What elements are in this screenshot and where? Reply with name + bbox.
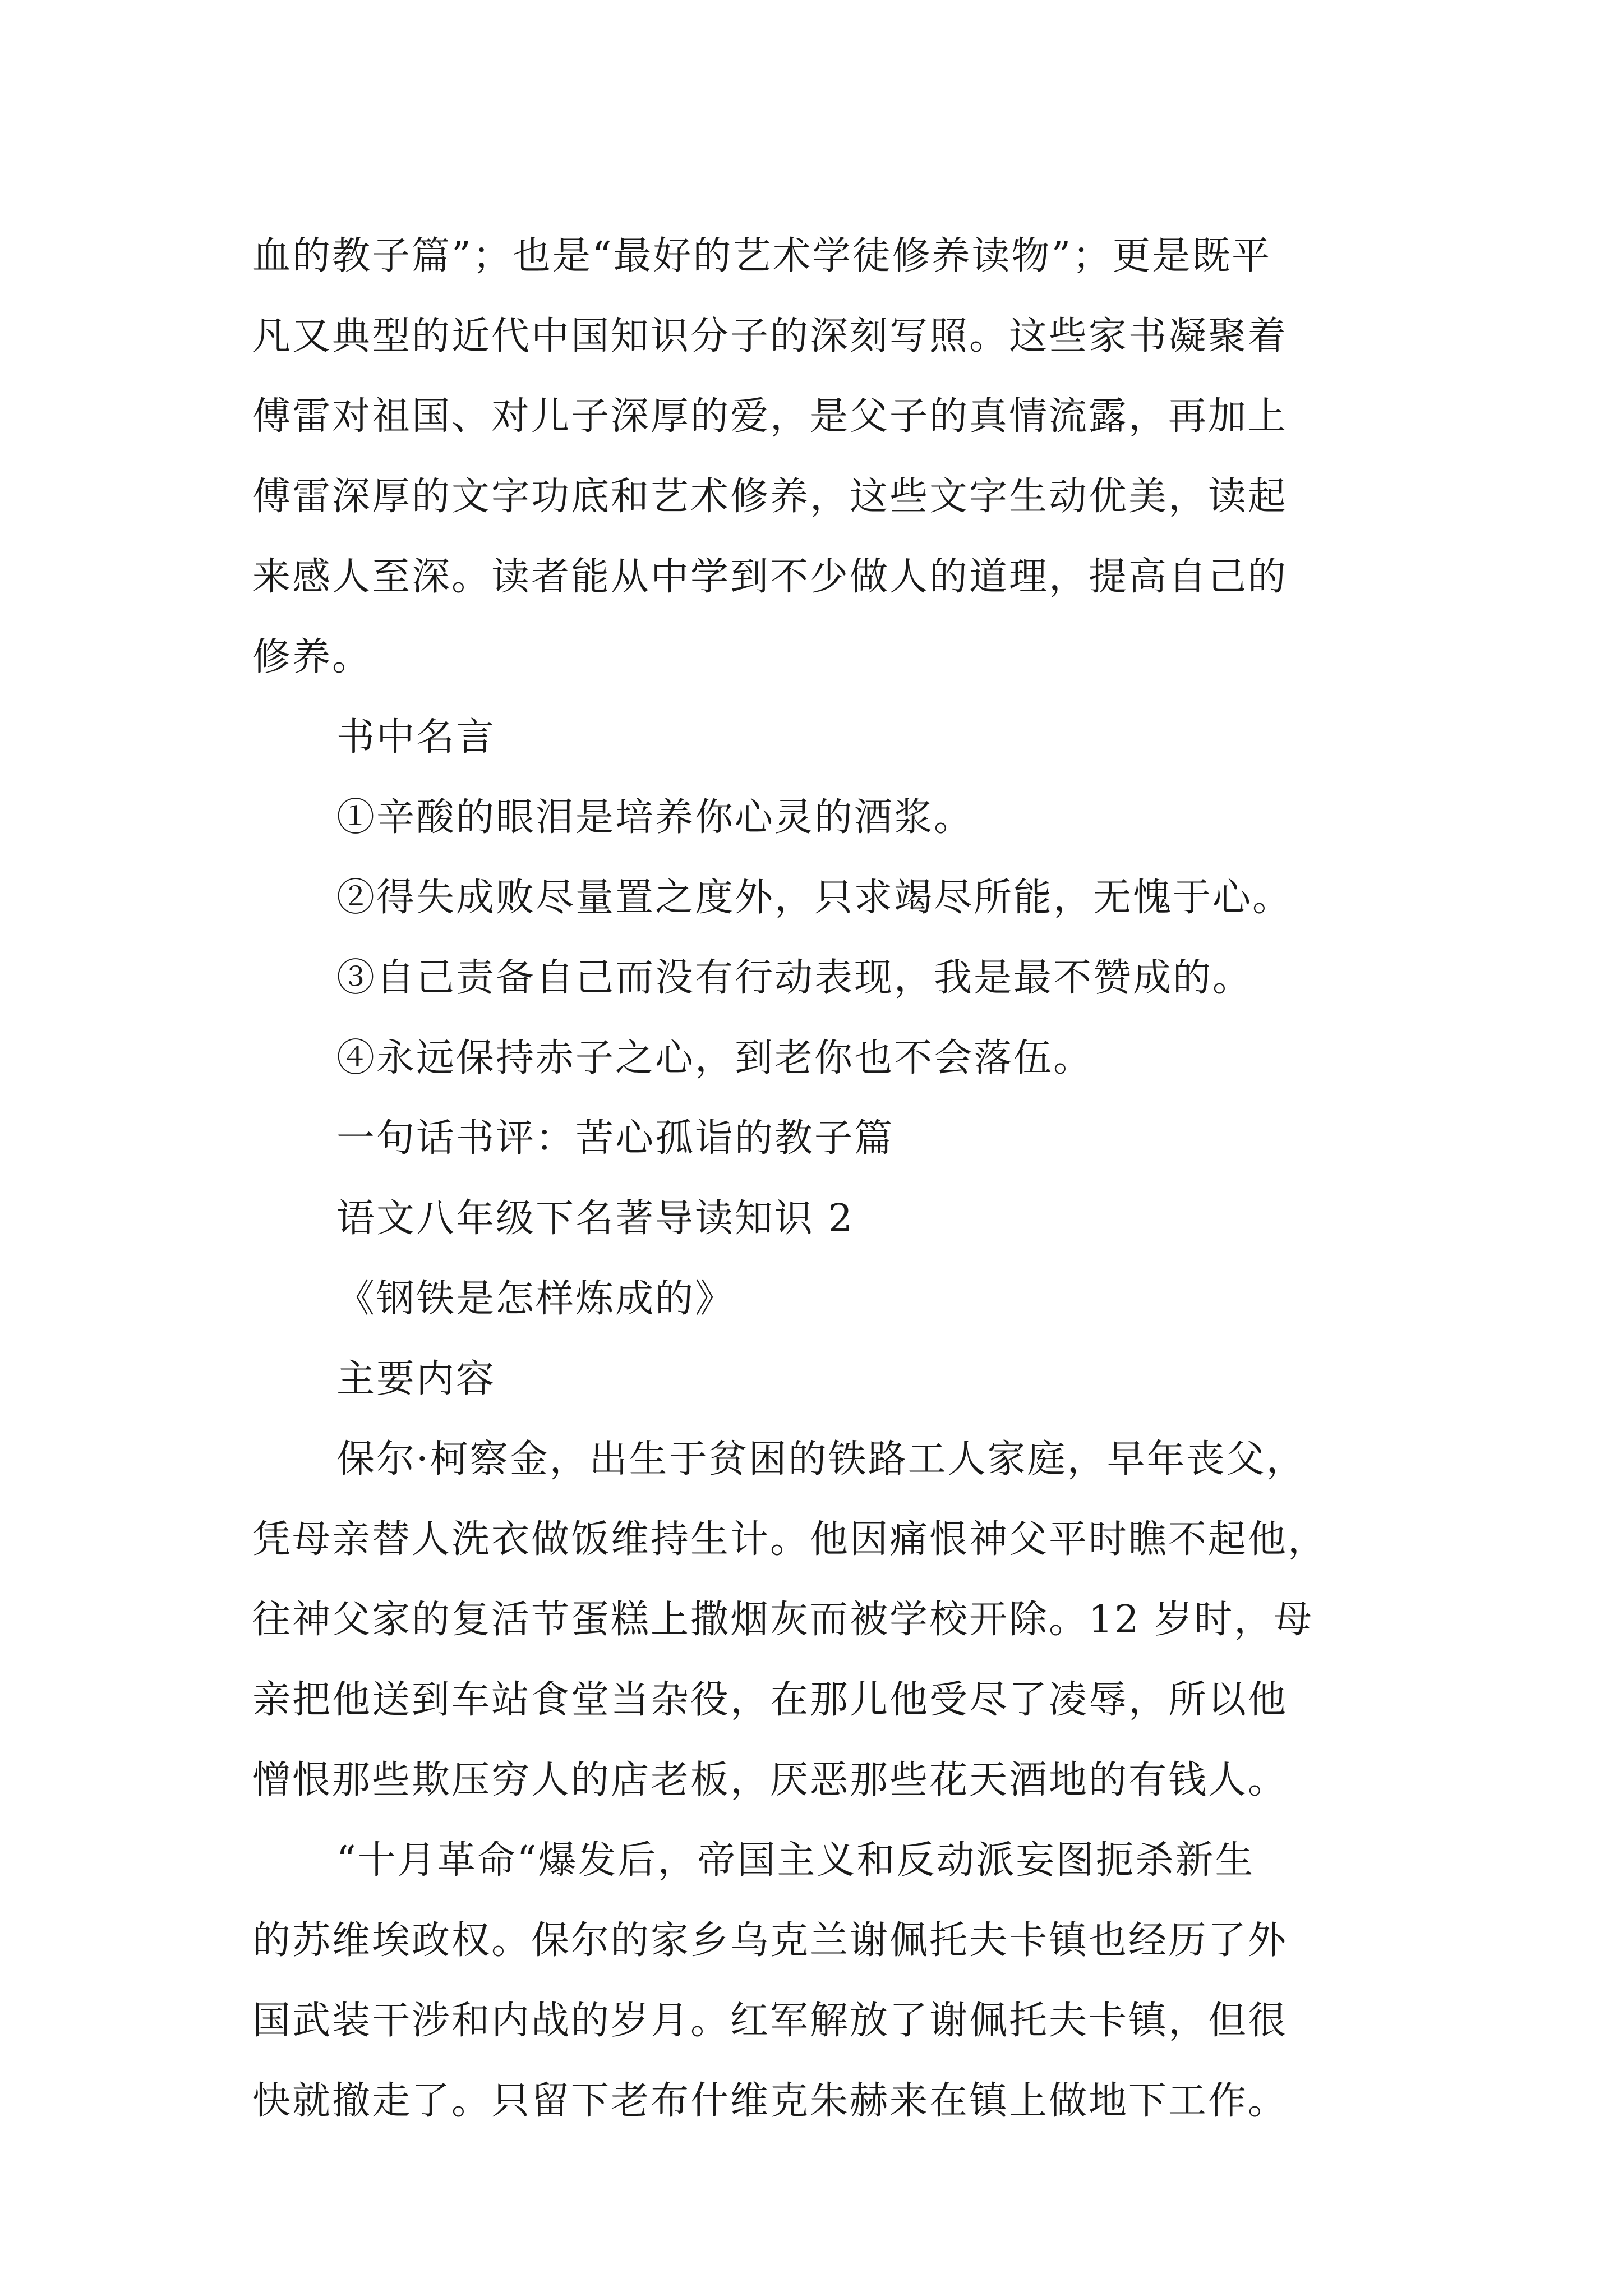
paragraph-line: 血的教子篇”；也是“最好的艺术学徒修养读物”；更是既平 [252, 234, 1272, 278]
paragraph-line: 的苏维埃政权。保尔的家乡乌克兰谢佩托夫卡镇也经历了外 [252, 1918, 1288, 1963]
paragraph-line: 修养。 [252, 635, 372, 679]
section-heading: 书中名言 [336, 715, 496, 760]
quote-item-1: ①辛酸的眼泪是培养你心灵的酒浆。 [336, 795, 974, 840]
quote-item-3: ③自己责备自己而没有行动表现，我是最不赞成的。 [336, 956, 1253, 1000]
section-heading: 主要内容 [336, 1357, 496, 1401]
paragraph-line: 快就撤走了。只留下老布什维克朱赫来在镇上做地下工作。 [252, 2079, 1288, 2123]
paragraph-line: 凭母亲替人洗衣做饭维持生计。他因痛恨神父平时瞧不起他， [252, 1517, 1328, 1562]
paragraph-line: 往神父家的复活节蛋糕上撒烟灰而被学校开除。12 岁时，母 [252, 1598, 1314, 1642]
paragraph-line: 亲把他送到车站食堂当杂役，在那儿他受尽了凌辱，所以他 [252, 1678, 1288, 1722]
section-title: 语文八年级下名著导读知识 2 [336, 1197, 854, 1241]
paragraph-line: 傅雷深厚的文字功底和艺术修养，这些文字生动优美，读起 [252, 475, 1288, 519]
paragraph-line: 傅雷对祖国、对儿子深厚的爱，是父子的真情流露，再加上 [252, 394, 1288, 439]
paragraph-line: 凡又典型的近代中国知识分子的深刻写照。这些家书凝聚着 [252, 314, 1288, 358]
quote-item-4: ④永远保持赤子之心，到老你也不会落伍。 [336, 1036, 1094, 1080]
paragraph-line: 保尔·柯察金，出生于贫困的铁路工人家庭，早年丧父， [336, 1437, 1306, 1481]
paragraph-line: 国武装干涉和内战的岁月。红军解放了谢佩托夫卡镇，但很 [252, 1999, 1288, 2043]
book-review-line: 一句话书评：苦心孤诣的教子篇 [336, 1116, 895, 1161]
quote-item-2: ②得失成败尽量置之度外，只求竭尽所能，无愧于心。 [336, 876, 1293, 920]
document-body [252, 216, 1391, 2141]
paragraph-line: 来感人至深。读者能从中学到不少做人的道理，提高自己的 [252, 555, 1288, 599]
paragraph-line: 憎恨那些欺压穷人的店老板，厌恶那些花天酒地的有钱人。 [252, 1758, 1288, 1802]
paragraph-line: “十月革命“爆发后，帝国主义和反动派妄图扼杀新生 [336, 1838, 1255, 1883]
book-title: 《钢铁是怎样炼成的》 [336, 1277, 735, 1321]
